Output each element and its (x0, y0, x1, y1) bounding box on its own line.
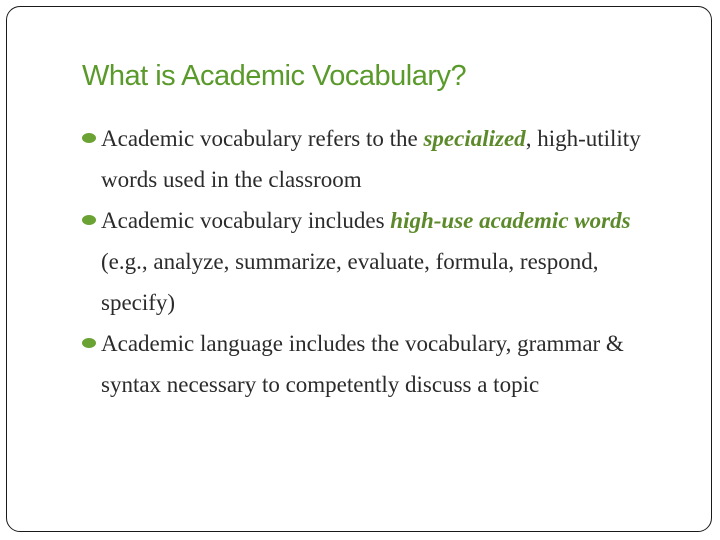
bullet-dot-icon (82, 133, 96, 143)
bullet-dot-icon (82, 338, 96, 348)
bullet-text: Academic language includes the vocabulary, grammar & syntax necessary to competently discuss a topic (101, 331, 624, 397)
emphasis-text: high-use academic words (390, 208, 631, 233)
slide-title: What is Academic Vocabulary? (82, 60, 467, 92)
bullet-item (82, 200, 642, 323)
bullet-item (82, 118, 642, 200)
bullet-text: , high-utility words used in the classroom (101, 126, 641, 192)
bullet-list (82, 118, 642, 405)
bullet-item (82, 323, 642, 405)
bullet-dot-icon (82, 215, 96, 225)
bullet-text: (e.g., analyze, summarize, evaluate, formula, respond, specify) (101, 249, 599, 315)
emphasis-text: specialized (423, 126, 526, 151)
bullet-text: Academic vocabulary includes (101, 208, 391, 233)
bullet-text: Academic vocabulary refers to the (101, 126, 424, 151)
